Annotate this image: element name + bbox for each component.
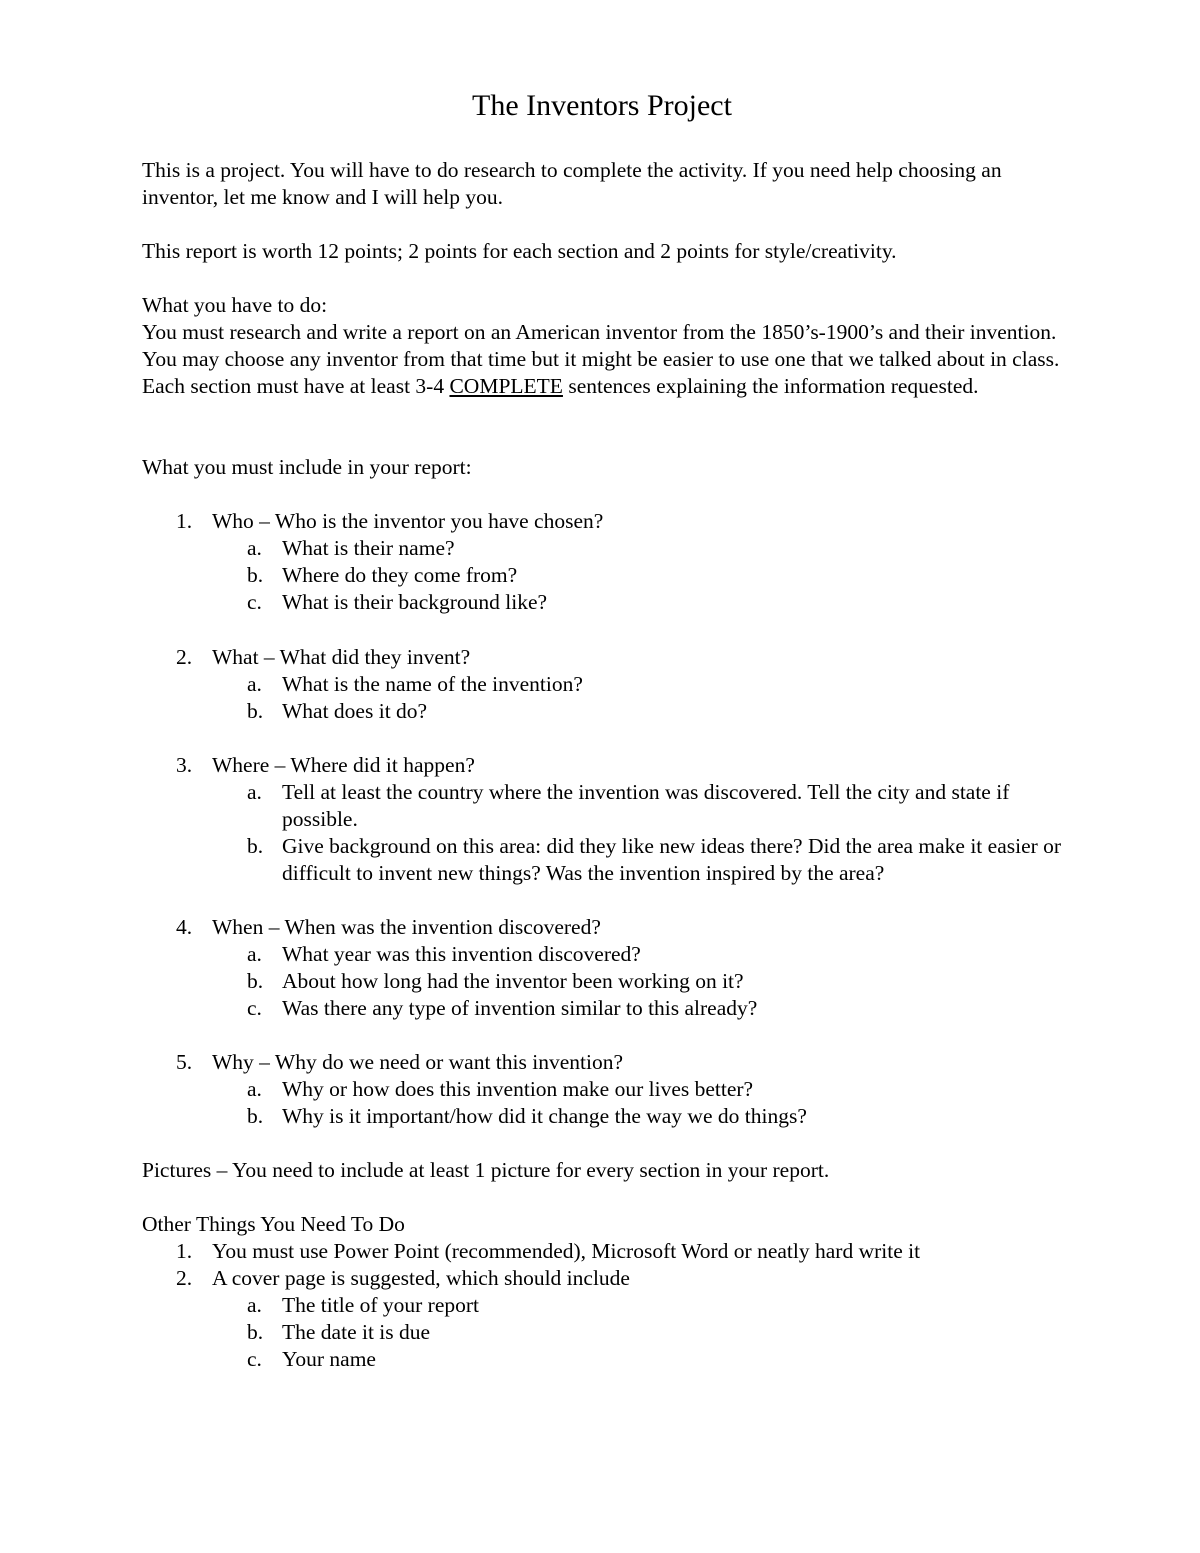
what-to-do-heading-text: What you have to do: <box>142 293 328 317</box>
what-to-do-text-before: You must research and write a report on an American inventor from the 1850’s-1900’s and their invention. You may choose any inventor from that time but it might be easier to use one that we talked about in class. Each section must have at least 3-4 <box>142 320 1060 398</box>
item-text: Where do they come from? <box>282 563 518 587</box>
sub-item-text: Your name <box>282 1347 376 1371</box>
item-letter: b. <box>247 563 264 587</box>
what-to-do-heading <box>142 292 1062 319</box>
item-letter: a. <box>247 942 262 966</box>
item-letter: b. <box>247 699 264 723</box>
section-number: 5. <box>176 1050 193 1074</box>
section-label: Why – Why do we need or want this invention? <box>212 1050 623 1074</box>
item-text: Why or how does this invention make our lives better? <box>282 1077 754 1101</box>
what-to-do-paragraph <box>142 319 1062 400</box>
item-letter: b. <box>247 1104 264 1128</box>
item-text: Was there any type of invention similar to this already? <box>282 996 758 1020</box>
item-text: What is their background like? <box>282 590 548 614</box>
other-heading-text: Other Things You Need To Do <box>142 1212 405 1236</box>
section-number: 3. <box>176 753 193 777</box>
complete-underlined: COMPLETE <box>449 374 563 398</box>
item-letter: c. <box>247 590 262 614</box>
item-text: What is the name of the invention? <box>282 672 583 696</box>
item-text: What year was this invention discovered? <box>282 942 641 966</box>
include-heading-text: What you must include in your report: <box>142 455 472 479</box>
item-letter: a. <box>247 1077 262 1101</box>
intro-paragraph-1 <box>142 157 1062 211</box>
item-letter: b. <box>247 969 264 993</box>
item-letter: a. <box>247 672 262 696</box>
sub-item-letter: b. <box>247 1320 264 1344</box>
sub-item-text: The date it is due <box>282 1320 431 1344</box>
item-text: What is their name? <box>282 536 455 560</box>
item-letter: a. <box>247 536 262 560</box>
section-label: When – When was the invention discovered? <box>212 915 601 939</box>
section-label: Where – Where did it happen? <box>212 753 475 777</box>
item-letter: c. <box>247 996 262 1020</box>
section-label: What – What did they invent? <box>212 645 471 669</box>
intro-text-2: This report is worth 12 points; 2 points for each section and 2 points for style/creativity. <box>142 239 897 263</box>
other-heading <box>142 1211 1062 1238</box>
item-text: About how long had the inventor been working on it? <box>282 969 744 993</box>
other-item-number: 2. <box>176 1266 193 1290</box>
item-text: Why is it important/how did it change the way we do things? <box>282 1104 807 1128</box>
document-title: The Inventors Project <box>472 89 732 122</box>
what-to-do-text <box>142 319 1062 400</box>
section-number: 4. <box>176 915 193 939</box>
pictures-text: Pictures – You need to include at least 1 picture for every section in your report. <box>142 1158 830 1182</box>
sub-item-letter: a. <box>247 1293 262 1317</box>
item-letter: a. <box>247 780 262 804</box>
intro-paragraph-2 <box>142 238 1062 265</box>
intro-text-1: This is a project. You will have to do research to complete the activity. If you need help choosing an inventor, let me know and I will help you. <box>142 158 1002 209</box>
item-letter: b. <box>247 834 264 858</box>
other-item-text: A cover page is suggested, which should include <box>212 1266 630 1290</box>
item-text: Give background on this area: did they like new ideas there? Did the area make it easier or difficult to invent new things? Was the invention inspired by the area? <box>282 834 1062 885</box>
sub-item-text: The title of your report <box>282 1293 480 1317</box>
pictures-paragraph <box>142 1157 1062 1184</box>
section-number: 1. <box>176 509 193 533</box>
section-label: Who – Who is the inventor you have chosen? <box>212 509 604 533</box>
item-text: Tell at least the country where the invention was discovered. Tell the city and state if possible. <box>282 780 1010 831</box>
item-text: What does it do? <box>282 699 428 723</box>
other-item-number: 1. <box>176 1239 193 1263</box>
what-to-do-text-after: sentences explaining the information requested. <box>562 374 979 398</box>
sub-item-letter: c. <box>247 1347 262 1371</box>
section-number: 2. <box>176 645 193 669</box>
other-item-text: You must use Power Point (recommended), Microsoft Word or neatly hard write it <box>212 1239 921 1263</box>
include-heading <box>142 454 1062 481</box>
